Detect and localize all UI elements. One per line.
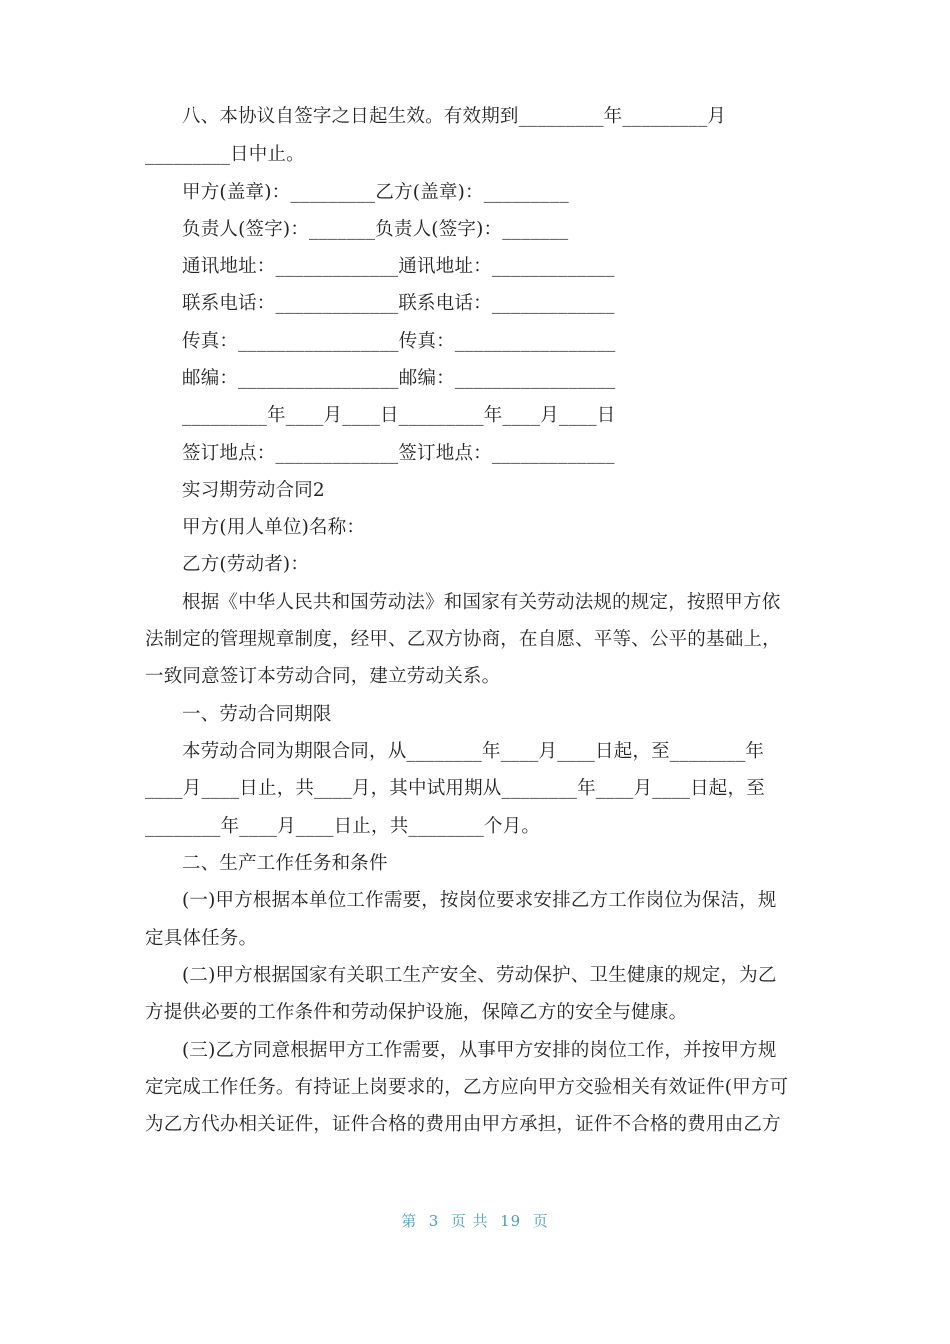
task-1-line-2: 定具体任务。 [145,928,258,949]
term-line-3: ________年____月____日止，共________个月。 [145,816,541,837]
task-3-line-2: 定完成工作任务。有持证上岗要求的，乙方应向甲方交验相关有效证件(甲方可 [145,1077,789,1098]
section-2-heading: 二、生产工作任务和条件 [182,853,388,874]
section-1-heading: 一、劳动合同期限 [182,704,332,725]
term-line-2: ____月____日止，共____月，其中试用期从________年____月____日起，至 [145,778,765,799]
preamble-line-3: 一致同意签订本劳动合同，建立劳动关系。 [145,666,501,687]
task-2-line-2: 方提供必要的工作条件和劳动保护设施，保障乙方的安全与健康。 [145,1002,688,1023]
employer-name-line: 甲方(用人单位)名称： [182,517,366,538]
employee-name-line: 乙方(劳动者)： [182,554,310,575]
task-2-line-1: (二)甲方根据国家有关职工生产安全、劳动保护、卫生健康的规定，为乙 [182,965,777,986]
term-line-1: 本劳动合同为期限合同，从________年____月____日起，至________年 [182,741,765,762]
signature-seal-line: 甲方(盖章)：_________乙方(盖章)：_________ [182,182,569,203]
task-1-line-1: (一)甲方根据本单位工作需要，按岗位要求安排乙方工作岗位为保洁，规 [182,890,777,911]
task-3-line-3: 为乙方代办相关证件，证件合格的费用由甲方承担，证件不合格的费用由乙方 [145,1114,781,1135]
preamble-line-1: 根据《中华人民共和国劳动法》和国家有关劳动法规的规定，按照甲方依 [182,592,781,613]
page-number-footer: 第 3 页 共 19 页 [401,1212,549,1230]
date-line: _________年____月____日_________年____月____日 [182,405,616,426]
preamble-line-2: 法制定的管理规章制度，经甲、乙双方协商，在自愿、平等、公平的基础上， [145,629,781,650]
clause-8-line-1: 八、本协议自签字之日起生效。有效期到_________年_________月 [182,106,727,127]
postcode-line: 邮编：_________________邮编：_________________ [182,368,616,389]
address-line: 通讯地址：_____________通讯地址：_____________ [182,256,615,277]
contract-title: 实习期劳动合同2 [182,480,325,501]
task-3-line-1: (三)乙方同意根据甲方工作需要，从事甲方安排的岗位工作，并按甲方规 [182,1040,777,1061]
fax-line: 传真：_________________传真：_________________ [182,331,616,352]
signing-place-line: 签订地点：_____________签订地点：_____________ [182,443,615,464]
clause-8-line-2: _________日中止。 [145,144,305,165]
signature-person-line: 负责人(签字)：_______负责人(签字)：_______ [182,219,569,240]
phone-line: 联系电话：_____________联系电话：_____________ [182,293,615,314]
